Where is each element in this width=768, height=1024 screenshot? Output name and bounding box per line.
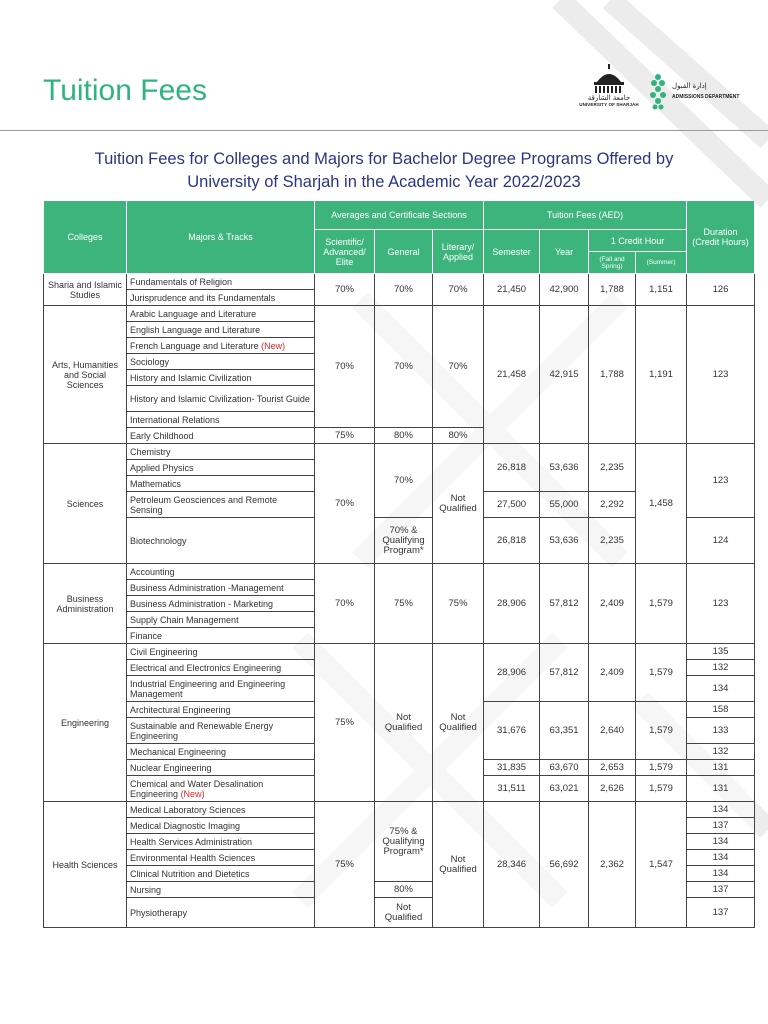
general-cell: 80% (375, 882, 433, 898)
duration-cell: 123 (687, 444, 755, 518)
credit-hour-fee-cell: 2,362 (589, 802, 636, 928)
logo-english-text: UNIVERSITY OF SHARJAH (579, 102, 639, 107)
summer-fee-cell: 1,579 (636, 776, 687, 802)
table-row (44, 644, 755, 660)
logo-arabic-text: جامعة الشارقة (587, 94, 631, 102)
semester-fee-cell: 31,835 (484, 760, 540, 776)
literary-cell: 70% (433, 306, 484, 428)
summer-fee-cell: 1,191 (636, 306, 687, 444)
year-fee-cell: 42,915 (540, 306, 589, 444)
header-fall-spring: (Fall and Spring) (589, 252, 636, 274)
major-cell: Clinical Nutrition and Dietetics (127, 866, 315, 882)
semester-fee-cell: 31,511 (484, 776, 540, 802)
major-cell: Applied Physics (127, 460, 315, 476)
major-cell: Mathematics (127, 476, 315, 492)
literary-cell: Not Qualified (433, 802, 484, 928)
major-cell: Chemistry (127, 444, 315, 460)
header-logos (578, 64, 758, 116)
major-cell: History and Islamic Civilization- Tourist Guide (127, 386, 315, 412)
major-cell: Jurisprudence and its Fundamentals (127, 290, 315, 306)
major-cell: Medical Laboratory Sciences (127, 802, 315, 818)
major-cell: Arabic Language and Literature (127, 306, 315, 322)
header-majors: Majors & Tracks (127, 201, 315, 274)
admissions-department-logo (648, 72, 758, 112)
college-sharia: Sharia and Islamic Studies (44, 274, 127, 306)
leaf-emblem-icon (648, 72, 668, 112)
major-cell: International Relations (127, 412, 315, 428)
duration-cell: 123 (687, 564, 755, 644)
major-cell: Finance (127, 628, 315, 644)
duration-cell: 131 (687, 760, 755, 776)
semester-fee-cell: 21,450 (484, 274, 540, 306)
major-cell: Environmental Health Sciences (127, 850, 315, 866)
major-cell: Health Services Administration (127, 834, 315, 850)
table-row (44, 564, 755, 580)
duration-cell: 158 (687, 702, 755, 718)
literary-cell: 75% (433, 564, 484, 644)
header-divider (0, 130, 768, 131)
year-fee-cell: 63,021 (540, 776, 589, 802)
header-credit-hour: 1 Credit Hour (589, 230, 687, 252)
table-row (44, 274, 755, 290)
general-cell: Not Qualified (375, 898, 433, 928)
duration-cell: 137 (687, 898, 755, 928)
duration-cell: 134 (687, 676, 755, 702)
admissions-arabic-text: إدارة القبول (672, 82, 707, 90)
general-cell: 70% (375, 306, 433, 428)
summer-fee-cell: 1,579 (636, 564, 687, 644)
summer-fee-cell: 1,458 (636, 444, 687, 564)
page-title: Tuition Fees (43, 74, 207, 107)
major-name: Chemical and Water Desalination Engineering (130, 778, 264, 799)
general-cell: 70% (375, 274, 433, 306)
credit-hour-fee-cell: 1,788 (589, 274, 636, 306)
major-cell: Nursing (127, 882, 315, 898)
header-summer: (Summer) (636, 252, 687, 274)
year-fee-cell: 63,351 (540, 702, 589, 760)
credit-hour-fee-cell: 1,788 (589, 306, 636, 444)
year-fee-cell: 57,812 (540, 644, 589, 702)
duration-cell: 126 (687, 274, 755, 306)
summer-fee-cell: 1,579 (636, 760, 687, 776)
scientific-cell: 75% (315, 644, 375, 802)
major-cell: Sociology (127, 354, 315, 370)
major-cell: Nuclear Engineering (127, 760, 315, 776)
college-health: Health Sciences (44, 802, 127, 928)
header-scientific: Scientific/ Advanced/ Elite (315, 230, 375, 274)
subtitle-line-2: University of Sharjah in the Academic Year 2022/2023 (187, 173, 581, 191)
duration-cell: 133 (687, 718, 755, 744)
major-cell: Business Administration - Marketing (127, 596, 315, 612)
credit-hour-fee-cell: 2,653 (589, 760, 636, 776)
duration-cell: 134 (687, 850, 755, 866)
college-business: Business Administration (44, 564, 127, 644)
credit-hour-fee-cell: 2,292 (589, 492, 636, 518)
year-fee-cell: 53,636 (540, 518, 589, 564)
header-year: Year (540, 230, 589, 274)
college-engineering: Engineering (44, 644, 127, 802)
new-tag: (New) (180, 788, 205, 799)
major-cell: Architectural Engineering (127, 702, 315, 718)
header-semester: Semester (484, 230, 540, 274)
general-cell: Not Qualified (375, 644, 433, 802)
table-row (44, 802, 755, 818)
table-row (44, 444, 755, 460)
header-averages: Averages and Certificate Sections (315, 201, 484, 230)
year-fee-cell: 42,900 (540, 274, 589, 306)
year-fee-cell: 53,636 (540, 444, 589, 492)
dome-icon (589, 64, 629, 94)
major-cell: Fundamentals of Religion (127, 274, 315, 290)
duration-cell: 134 (687, 834, 755, 850)
major-cell: Supply Chain Management (127, 612, 315, 628)
summer-fee-cell: 1,547 (636, 802, 687, 928)
tuition-fees-table (43, 200, 755, 928)
credit-hour-fee-cell: 2,235 (589, 518, 636, 564)
summer-fee-cell: 1,579 (636, 644, 687, 702)
major-cell: Physiotherapy (127, 898, 315, 928)
major-cell: Sustainable and Renewable Energy Engineering (127, 718, 315, 744)
literary-cell: Not Qualified (433, 444, 484, 564)
duration-cell: 135 (687, 644, 755, 660)
new-tag: (New) (261, 340, 286, 351)
semester-fee-cell: 28,906 (484, 644, 540, 702)
header-colleges: Colleges (44, 201, 127, 274)
admissions-english-text: ADMISSIONS DEPARTMENT (672, 94, 740, 100)
general-cell: 80% (375, 428, 433, 444)
credit-hour-fee-cell: 2,640 (589, 702, 636, 760)
credit-hour-fee-cell: 2,409 (589, 644, 636, 702)
major-cell (127, 776, 315, 802)
literary-cell: 80% (433, 428, 484, 444)
credit-hour-fee-cell: 2,626 (589, 776, 636, 802)
general-cell: 75% & Qualifying Program* (375, 802, 433, 882)
summer-fee-cell: 1,151 (636, 274, 687, 306)
literary-cell: Not Qualified (433, 644, 484, 802)
scientific-cell: 75% (315, 802, 375, 928)
major-cell: Early Childhood (127, 428, 315, 444)
major-cell (127, 338, 315, 354)
university-of-sharjah-logo (578, 64, 640, 114)
year-fee-cell: 63,670 (540, 760, 589, 776)
major-cell: Medical Diagnostic Imaging (127, 818, 315, 834)
general-cell: 70% & Qualifying Program* (375, 518, 433, 564)
header-row-1 (44, 201, 755, 230)
duration-cell: 137 (687, 882, 755, 898)
subtitle-line-1: Tuition Fees for Colleges and Majors for Bachelor Degree Programs Offered by (94, 150, 674, 168)
semester-fee-cell: 21,458 (484, 306, 540, 444)
duration-cell: 134 (687, 802, 755, 818)
year-fee-cell: 56,692 (540, 802, 589, 928)
semester-fee-cell: 28,906 (484, 564, 540, 644)
header-general: General (375, 230, 433, 274)
semester-fee-cell: 28,346 (484, 802, 540, 928)
table-row (44, 306, 755, 322)
duration-cell: 132 (687, 660, 755, 676)
scientific-cell: 70% (315, 274, 375, 306)
credit-hour-fee-cell: 2,235 (589, 444, 636, 492)
major-cell: Civil Engineering (127, 644, 315, 660)
year-fee-cell: 55,000 (540, 492, 589, 518)
general-cell: 75% (375, 564, 433, 644)
document-subtitle (60, 148, 708, 194)
major-cell: Business Administration -Management (127, 580, 315, 596)
year-fee-cell: 57,812 (540, 564, 589, 644)
duration-cell: 131 (687, 776, 755, 802)
scientific-cell: 70% (315, 564, 375, 644)
duration-cell: 123 (687, 306, 755, 444)
major-cell: Petroleum Geosciences and Remote Sensing (127, 492, 315, 518)
semester-fee-cell: 27,500 (484, 492, 540, 518)
duration-cell: 124 (687, 518, 755, 564)
header-duration: Duration (Credit Hours) (687, 201, 755, 274)
duration-cell: 134 (687, 866, 755, 882)
credit-hour-fee-cell: 2,409 (589, 564, 636, 644)
header-literary: Literary/ Applied (433, 230, 484, 274)
major-cell: Accounting (127, 564, 315, 580)
scientific-cell: 70% (315, 444, 375, 564)
major-cell: Industrial Engineering and Engineering Management (127, 676, 315, 702)
header-tuition: Tuition Fees (AED) (484, 201, 687, 230)
major-cell: Mechanical Engineering (127, 744, 315, 760)
major-name: French Language and Literature (130, 340, 259, 351)
semester-fee-cell: 26,818 (484, 444, 540, 492)
semester-fee-cell: 26,818 (484, 518, 540, 564)
summer-fee-cell: 1,579 (636, 702, 687, 760)
college-sciences: Sciences (44, 444, 127, 564)
duration-cell: 137 (687, 818, 755, 834)
major-cell: History and Islamic Civilization (127, 370, 315, 386)
scientific-cell: 75% (315, 428, 375, 444)
semester-fee-cell: 31,676 (484, 702, 540, 760)
major-cell: Biotechnology (127, 518, 315, 564)
major-cell: English Language and Literature (127, 322, 315, 338)
literary-cell: 70% (433, 274, 484, 306)
scientific-cell: 70% (315, 306, 375, 428)
general-cell: 70% (375, 444, 433, 518)
duration-cell: 132 (687, 744, 755, 760)
major-cell: Electrical and Electronics Engineering (127, 660, 315, 676)
college-arts: Arts, Humanities and Social Sciences (44, 306, 127, 444)
